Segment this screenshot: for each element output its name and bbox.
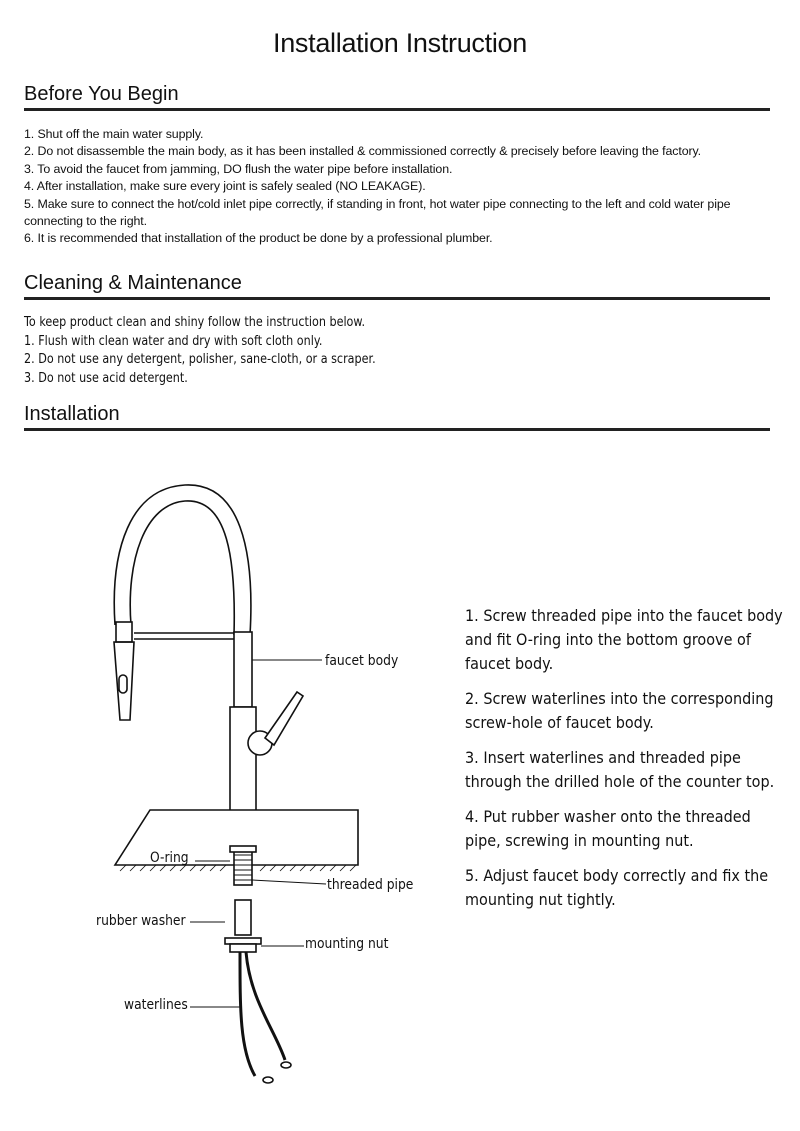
list-item: 5. Make sure to connect the hot/cold inlet pipe correctly, if standing in front, hot water pipe connecting to the left and cold water pipe connecting to the right. <box>24 196 731 229</box>
list-item: 3. To avoid the faucet from jamming, DO flush the water pipe before installation. <box>24 161 453 176</box>
list-item: 6. It is recommended that installation of the product be done by a professional plumber. <box>24 231 493 246</box>
o-ring-shape <box>230 846 256 852</box>
step-item <box>465 864 789 912</box>
page-title: Installation Instruction <box>273 28 527 58</box>
step-number: 3. <box>465 748 479 767</box>
list-item: 1. Flush with clean water and dry with soft cloth only. <box>24 333 323 349</box>
rubber-washer-shape <box>225 938 261 944</box>
spray-button <box>119 675 127 693</box>
section-heading-cleaning: Cleaning & Maintenance <box>24 272 242 294</box>
label-mounting-nut: mounting nut <box>305 936 389 952</box>
label-threaded-pipe: threaded pipe <box>327 877 414 893</box>
step-item <box>465 604 789 676</box>
list-item: 1. Shut off the main water supply. <box>24 127 204 141</box>
section-divider <box>24 108 770 111</box>
label-faucet-body: faucet body <box>325 653 399 669</box>
waterline-right <box>246 952 285 1060</box>
spring-hose-inner <box>130 501 234 635</box>
step-number: 5. <box>465 866 479 885</box>
section-heading-before-you-begin: Before You Begin <box>24 83 179 105</box>
list-item: 4. After installation, make sure every joint is safely sealed (NO LEAKAGE). <box>24 179 426 194</box>
step-item <box>465 805 789 853</box>
step-number: 2. <box>465 689 479 708</box>
step-text: Screw threaded pipe into the faucet body and fit O-ring into the bottom groove of faucet body. <box>465 606 783 673</box>
installation-steps <box>465 604 785 923</box>
step-number: 1. <box>465 606 479 625</box>
section-divider <box>24 428 770 431</box>
step-text: Adjust faucet body correctly and fix the mounting nut tightly. <box>465 866 769 909</box>
section-heading-installation: Installation <box>24 403 120 425</box>
mounting-nut-shape <box>230 944 256 952</box>
list-item: 2. Do not use any detergent, polisher, sane-cloth, or a scraper. <box>24 352 376 367</box>
faucet-column-upper <box>234 632 252 707</box>
label-o-ring: O-ring <box>150 850 189 866</box>
cleaning-list <box>24 314 540 388</box>
step-item <box>465 746 789 794</box>
list-item: 2. Do not disassemble the main body, as it has been installed & commissioned correctly & precisely before leaving the factory. <box>24 144 702 159</box>
spray-collar <box>116 622 132 642</box>
before-you-begin-list <box>24 126 776 248</box>
lever-handle <box>265 692 303 745</box>
label-waterlines: waterlines <box>124 997 188 1013</box>
section-divider <box>24 297 770 300</box>
spray-head <box>114 642 134 720</box>
list-item: 3. Do not use acid detergent. <box>24 370 188 386</box>
step-number: 4. <box>465 807 479 826</box>
step-text: Put rubber washer onto the threaded pipe, screwing in mounting nut. <box>465 807 751 850</box>
step-text: Screw waterlines into the corresponding screw-hole of faucet body. <box>465 689 774 732</box>
list-item: To keep product clean and shiny follow the instruction below. <box>24 315 366 330</box>
step-text: Insert waterlines and threaded pipe through the drilled hole of the counter top. <box>465 748 775 791</box>
label-rubber-washer: rubber washer <box>96 913 186 929</box>
step-item <box>465 687 789 735</box>
